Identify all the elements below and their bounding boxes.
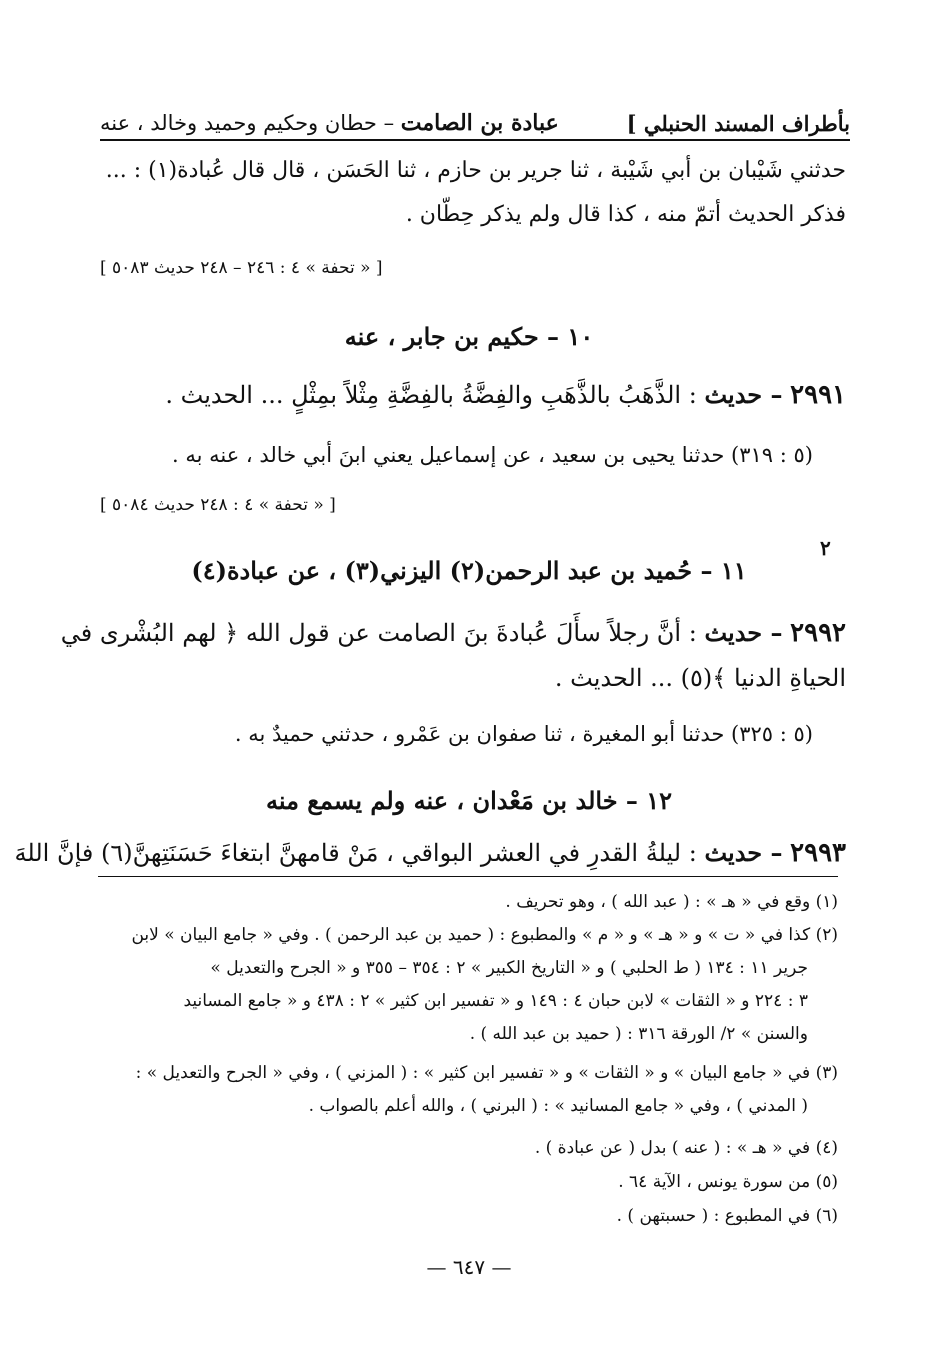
hadith-text: : الذَّهَبُ بالذَّهَبِ والفِضَّةُ بالفِضَّةِ مِثْلاً بمِثْلٍ ... الحديث .	[165, 381, 697, 409]
header-book-title: بأطراف المسند الحنبلي ]	[626, 111, 850, 136]
footnote-continuation: ( المدني ) ، وفي « جامع المسانيد » : ( البرني ) ، والله أعلم بالصواب .	[308, 1096, 808, 1116]
footnote: (٥) من سورة يونس ، الآية ٦٤ .	[618, 1172, 838, 1192]
margin-mark: ٢	[820, 536, 831, 560]
hadith-label: – حديث	[704, 618, 783, 647]
footnote-continuation: والسنن » ٢/ الورقة ٣١٦ : ( حميد بن عبد الله ) .	[469, 1024, 808, 1044]
tuhfa-reference: [ « تحفة » ٤ : ٢٤٨ حديث ٥٠٨٤ ]	[100, 495, 336, 515]
page-number: — ٦٤٧ —	[426, 1255, 512, 1279]
continuation-line: حدثني شَيْبان بن أبي شَيْبة ، ثنا جرير بن حازم ، ثنا الحَسَن ، قال قال عُبادة(١) : ...	[105, 158, 846, 183]
hadith-number: ٢٩٩٣	[790, 838, 846, 868]
section-heading-12: ١٢ – خالد بن مَعْدان ، عنه ولم يسمع منه	[265, 786, 673, 815]
isnad-line: (٥ : ٣٢٥) حدثنا أبو المغيرة ، ثنا صفوان بن عَمْرو ، حدثني حميدٌ به .	[234, 722, 813, 746]
hadith-number: ٢٩٩٢	[790, 618, 846, 648]
section-heading-10: ١٠ – حكيم بن جابر ، عنه	[344, 322, 594, 351]
footnote: (١) وقع في « هـ » : ( عبد الله ) ، وهو تحريف .	[505, 892, 838, 912]
footnote: (٣) في « جامع البيان » و « الثقات » و « تفسير ابن كثير » : ( المزني ) ، وفي « الجرح والتعديل » :	[135, 1063, 838, 1083]
footnote-continuation: ٣ : ٢٢٤ و « الثقات » لابن حبان ٤ : ١٤٩ و « تفسير ابن كثير » ٢ : ٤٣٨ و « جامع المسانيد	[183, 991, 808, 1011]
hadith-2991	[100, 380, 846, 410]
footnote: (٦) في المطبوع : ( حسبتهن ) .	[616, 1206, 838, 1226]
footnote: (٤) في « هـ » : ( عنه ) بدل ( عن عبادة ) .	[534, 1138, 838, 1158]
continuation-line: فذكر الحديث أتمّ منه ، كذا قال ولم يذكر حِطّان .	[405, 202, 846, 227]
hadith-2992	[60, 618, 846, 648]
isnad-line: (٥ : ٣١٩) حدثنا يحيى بن سعيد ، عن إسماعيل يعني ابنَ أبي خالد ، عنه به .	[171, 443, 813, 467]
section-heading-11: ١١ – حُميد بن عبد الرحمن(٢) اليزني(٣) ، عن عبادة(٤)	[191, 556, 747, 585]
header-section	[100, 110, 559, 136]
header-subjects: – حطان وحكيم وحميد وخالد ، عنه	[100, 111, 395, 135]
hadith-label: – حديث	[704, 838, 783, 867]
footnote-rule	[98, 876, 838, 877]
running-header	[100, 96, 850, 136]
hadith-text: : ليلةُ القدرِ في العشر البواقي ، مَنْ قامهنَّ ابتغاءَ حَسَنَتِهنَّ(٦) فإنَّ اللهَ	[14, 839, 697, 867]
header-rule	[100, 139, 850, 141]
tuhfa-reference: [ « تحفة » ٤ : ٢٤٦ – ٢٤٨ حديث ٥٠٨٣ ]	[100, 258, 383, 278]
hadith-continuation: الحياةِ الدنيا ﴾(٥) ... الحديث .	[554, 664, 846, 692]
hadith-2993	[14, 838, 846, 868]
header-section-title: عبادة بن الصامت	[400, 110, 559, 136]
hadith-text: : أنَّ رجلاً سأَلَ عُبادةَ بنَ الصامت عن قول الله ﴿ لهم البُشْرى في	[60, 619, 697, 647]
footnote-continuation: جرير ١١ : ١٣٤ ( ط الحلبي ) و « التاريخ الكبير » ٢ : ٣٥٤ – ٣٥٥ و « الجرح والتعديل »	[210, 958, 808, 978]
footnote: (٢) كذا في « ت » و « هـ » و « م » والمطبوع : ( حميد بن عبد الرحمن ) . وفي « جامع البيان » لابن	[131, 925, 838, 945]
hadith-label: – حديث	[704, 380, 783, 409]
hadith-number: ٢٩٩١	[790, 380, 846, 410]
